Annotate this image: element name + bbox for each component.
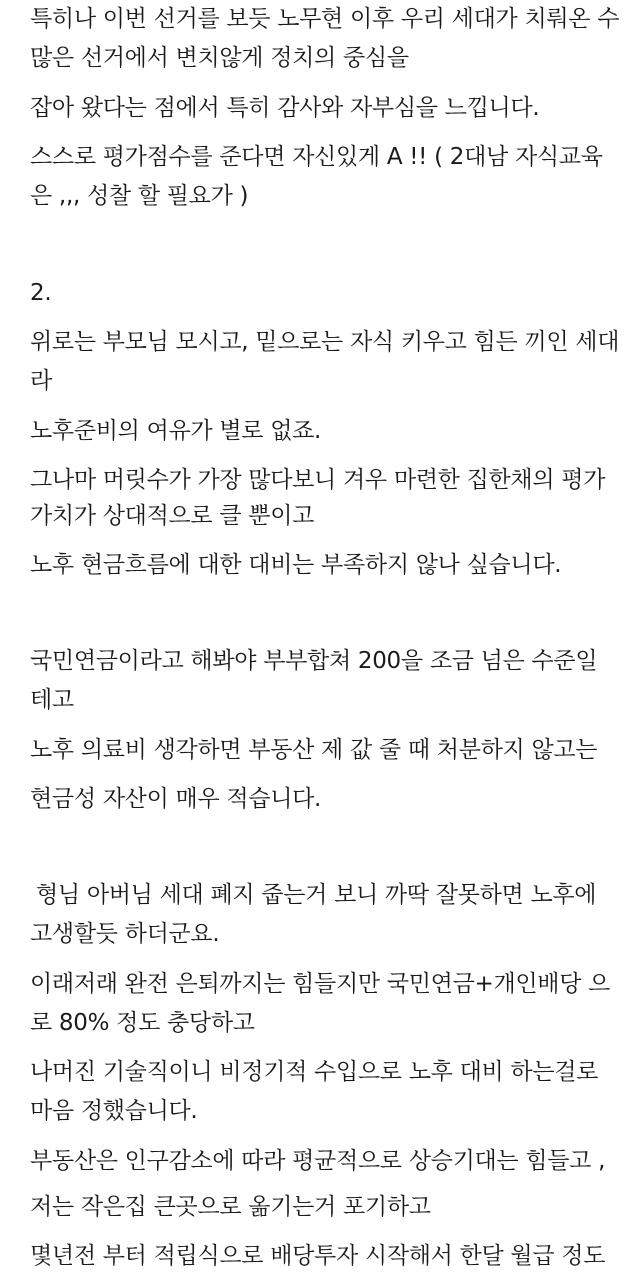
text-line: 노후준비의 여유가 별로 없죠. (30, 418, 322, 444)
text-line: 라 (30, 368, 52, 394)
text-line: 스스로 평가점수를 준다면 자신있게 A !! ( 2대남 자식교육 (30, 144, 603, 170)
text-line: 잡아 왔다는 점에서 특히 감사와 자부심을 느낍니다. (30, 95, 540, 121)
text-line: 많은 선거에서 변치않게 정치의 중심을 (30, 45, 409, 71)
text-line: 몇년전 부터 적립식으로 배당투자 시작해서 한달 월급 정도 (30, 1243, 606, 1269)
text-line: 그나마 머릿수가 가장 많다보니 겨우 마련한 집한채의 평가 (30, 467, 606, 493)
text-line: 이래저래 완전 은퇴까지는 힘들지만 국민연금+개인배당 으 (30, 971, 611, 997)
text-line: 부동산은 인구감소에 따라 평균적으로 상승기대는 힘들고 , (30, 1148, 606, 1174)
text-line: 노후 현금흐름에 대한 대비는 부족하지 않나 싶습니다. (30, 552, 562, 578)
text-line: 저는 작은집 큰곳으로 옮기는거 포기하고 (30, 1194, 431, 1220)
text-line: 가치가 상대적으로 클 뿐이고 (30, 503, 315, 529)
text-line: 로 80% 정도 충당하고 (30, 1010, 255, 1036)
text-line: 테고 (30, 687, 74, 713)
text-line: 노후 의료비 생각하면 부동산 제 값 줄 때 처분하지 않고는 (30, 737, 598, 763)
text-line: 고생할듯 하더군요. (30, 921, 220, 947)
text-line: 국민연금이라고 해봐야 부부합쳐 200을 조금 넘은 수준일 (30, 648, 598, 674)
text-line: 특히나 이번 선거를 보듯 노무현 이후 우리 세대가 치뤄온 수 (30, 6, 620, 32)
text-line: 형님 아버님 세대 폐지 줍는거 보니 까딱 잘못하면 노후에 (36, 882, 597, 908)
section-number: 2. (30, 280, 52, 306)
text-line: 위로는 부모님 모시고, 밑으로는 자식 키우고 힘든 끼인 세대 (30, 329, 620, 355)
text-line: 은 ,,, 성찰 할 필요가 ) (30, 183, 249, 209)
text-line: 현금성 자산이 매우 적습니다. (30, 786, 322, 812)
text-line: 마음 정했습니다. (30, 1098, 198, 1124)
text-line: 나머진 기술직이니 비정기적 수입으로 노후 대비 하는걸로 (30, 1059, 599, 1085)
